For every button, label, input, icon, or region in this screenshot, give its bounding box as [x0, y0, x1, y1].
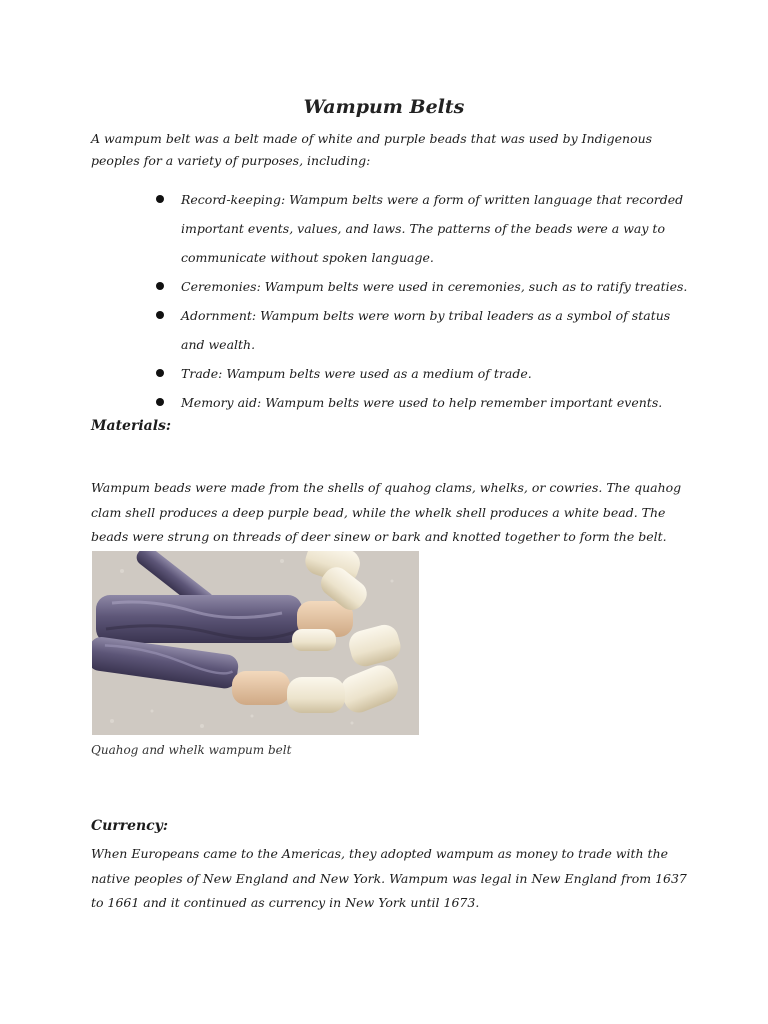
list-item [148, 388, 688, 417]
bullet-icon [156, 311, 164, 319]
list-item-text: Record-keeping: Wampum belts were a form of written language that recorded important events, values, and laws. The patterns of the beads were a way to communicate without spoken language. [181, 192, 684, 265]
page-title: Wampum Belts [303, 96, 465, 118]
list-item [148, 185, 688, 272]
wampum-photo [92, 551, 419, 735]
list-item-text: Trade: Wampum belts were used as a medium of trade. [181, 366, 532, 381]
purposes-list [148, 185, 688, 417]
list-item [148, 359, 688, 388]
photo-caption: Quahog and whelk wampum belt [91, 743, 292, 757]
white-bead [287, 677, 345, 713]
list-item-text: Ceremonies: Wampum belts were used in ceremonies, such as to ratify treaties. [181, 279, 688, 294]
list-item-text: Memory aid: Wampum belts were used to help remember important events. [181, 395, 663, 410]
materials-heading: Materials: [91, 418, 172, 434]
bullet-icon [156, 195, 164, 203]
bullet-icon [156, 282, 164, 290]
list-item [148, 301, 688, 359]
currency-heading: Currency: [91, 818, 168, 834]
bullet-icon [156, 369, 164, 377]
currency-paragraph: When Europeans came to the Americas, they adopted wampum as money to trade with the native peoples of New England and New York. Wampum was legal in New England from 1637 to 1661 and it continued as currency in New York until 1673. [91, 846, 687, 910]
materials-paragraph: Wampum beads were made from the shells of quahog clams, whelks, or cowries. The quahog clam shell produces a deep purple bead, while the whelk shell produces a white bead. The beads were strung on threads of deer sinew or bark and knotted together to form the belt. [91, 480, 682, 544]
bullet-icon [156, 398, 164, 406]
white-bead [292, 629, 336, 651]
list-item-text: Adornment: Wampum belts were worn by tribal leaders as a symbol of status and wealth. [181, 308, 671, 352]
peach-bead [232, 671, 290, 705]
list-item [148, 272, 688, 301]
intro-paragraph: A wampum belt was a belt made of white and purple beads that was used by Indigenous peoples for a variety of purposes, including: [91, 131, 653, 168]
